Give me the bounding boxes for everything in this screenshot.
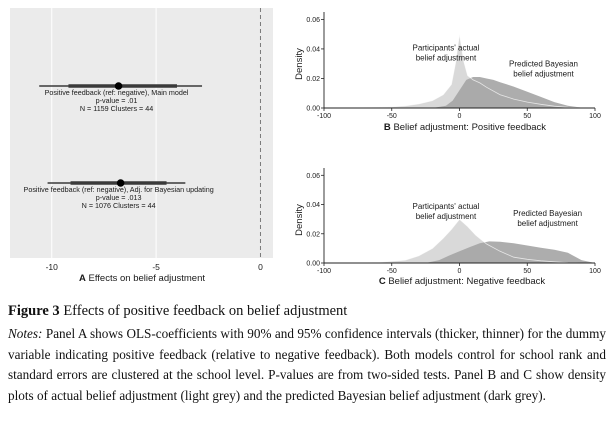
x-tick-label: -5 bbox=[152, 262, 160, 272]
panel-c-axis-title: C Belief adjustment: Negative feedback bbox=[378, 276, 546, 287]
annotation-label: belief adjustment bbox=[517, 219, 578, 229]
y-tick-label: 0.04 bbox=[306, 202, 320, 210]
x-tick-label: 0 bbox=[457, 268, 462, 275]
y-tick-label: 0.06 bbox=[306, 16, 320, 24]
model-pvalue: p-value = .013 bbox=[95, 193, 142, 202]
figure-title: Effects of positive feedback on belief adjustment bbox=[59, 303, 348, 319]
y-tick-label: 0.02 bbox=[306, 231, 320, 239]
x-tick-label: 50 bbox=[523, 113, 532, 120]
panel-a-axis-title: A Effects on belief adjustment bbox=[78, 273, 206, 284]
panel-c-y-label: Density bbox=[294, 204, 305, 236]
x-tick-label: -50 bbox=[386, 113, 397, 120]
model-pvalue: p-value = .01 bbox=[95, 96, 138, 105]
panel-b-axis-title: B Belief adjustment: Positive feedback bbox=[383, 122, 547, 133]
annotation-label: belief adjustment bbox=[415, 211, 477, 221]
panel-c-annotations bbox=[412, 202, 582, 228]
x-tick-label: -10 bbox=[45, 262, 58, 272]
y-tick-label: 0.02 bbox=[306, 75, 320, 83]
panel-b-annotations bbox=[412, 43, 577, 78]
x-tick-label: 0 bbox=[258, 262, 263, 272]
annotation-label: belief adjustment bbox=[415, 53, 477, 63]
panel-a-x-ticks bbox=[46, 262, 264, 272]
model-label: Positive feedback (ref: negative), Main model bbox=[44, 88, 189, 97]
y-tick-label: 0.00 bbox=[306, 105, 320, 113]
x-tick-label: 100 bbox=[589, 268, 601, 275]
panel-b-density-plot bbox=[294, 12, 601, 133]
x-tick-label: -100 bbox=[316, 268, 332, 275]
annotation-label: Predicted Bayesian bbox=[509, 59, 578, 69]
x-tick-label: -50 bbox=[386, 268, 397, 275]
panel-a-coefficient-plot bbox=[10, 8, 273, 284]
y-tick-label: 0.06 bbox=[306, 172, 320, 180]
figure-notes bbox=[8, 324, 606, 406]
notes-text: Panel A shows OLS-coefficients with 90% and 95% confidence intervals (thicker, thinner) for the dummy variable indicating positive feedback (relative to negative feedback). Both models control for school rank and standard errors are clustered at the school level. P-values are from two-sided tests. Panel B and C show density plots of actual belief adjustment (light grey) and the predicted Bayesian belief adjustment (dark grey). bbox=[8, 326, 606, 403]
y-tick-label: 0.00 bbox=[306, 260, 320, 268]
annotation-label: Participants' actual bbox=[412, 201, 480, 211]
model-label: Positive feedback (ref: negative), Adj. for Bayesian updating bbox=[23, 185, 214, 194]
figure-label: Figure 3 bbox=[8, 303, 60, 319]
model-n: N = 1076 Clusters = 44 bbox=[81, 201, 156, 210]
x-tick-label: 50 bbox=[523, 268, 532, 275]
x-tick-label: 100 bbox=[589, 113, 601, 120]
x-tick-label: -100 bbox=[316, 113, 332, 120]
figure-caption-title bbox=[8, 303, 606, 320]
notes-label: Notes: bbox=[8, 326, 43, 341]
panel-b-y-label: Density bbox=[294, 48, 305, 80]
model-n: N = 1159 Clusters = 44 bbox=[79, 104, 154, 113]
x-tick-label: 0 bbox=[457, 113, 462, 120]
y-tick-label: 0.04 bbox=[306, 46, 320, 54]
annotation-label: belief adjustment bbox=[513, 69, 574, 79]
panel-c-density-plot bbox=[294, 168, 601, 287]
panel-a-background bbox=[10, 8, 273, 258]
annotation-label: Predicted Bayesian bbox=[513, 209, 583, 219]
annotation-label: Participants' actual bbox=[412, 43, 480, 53]
